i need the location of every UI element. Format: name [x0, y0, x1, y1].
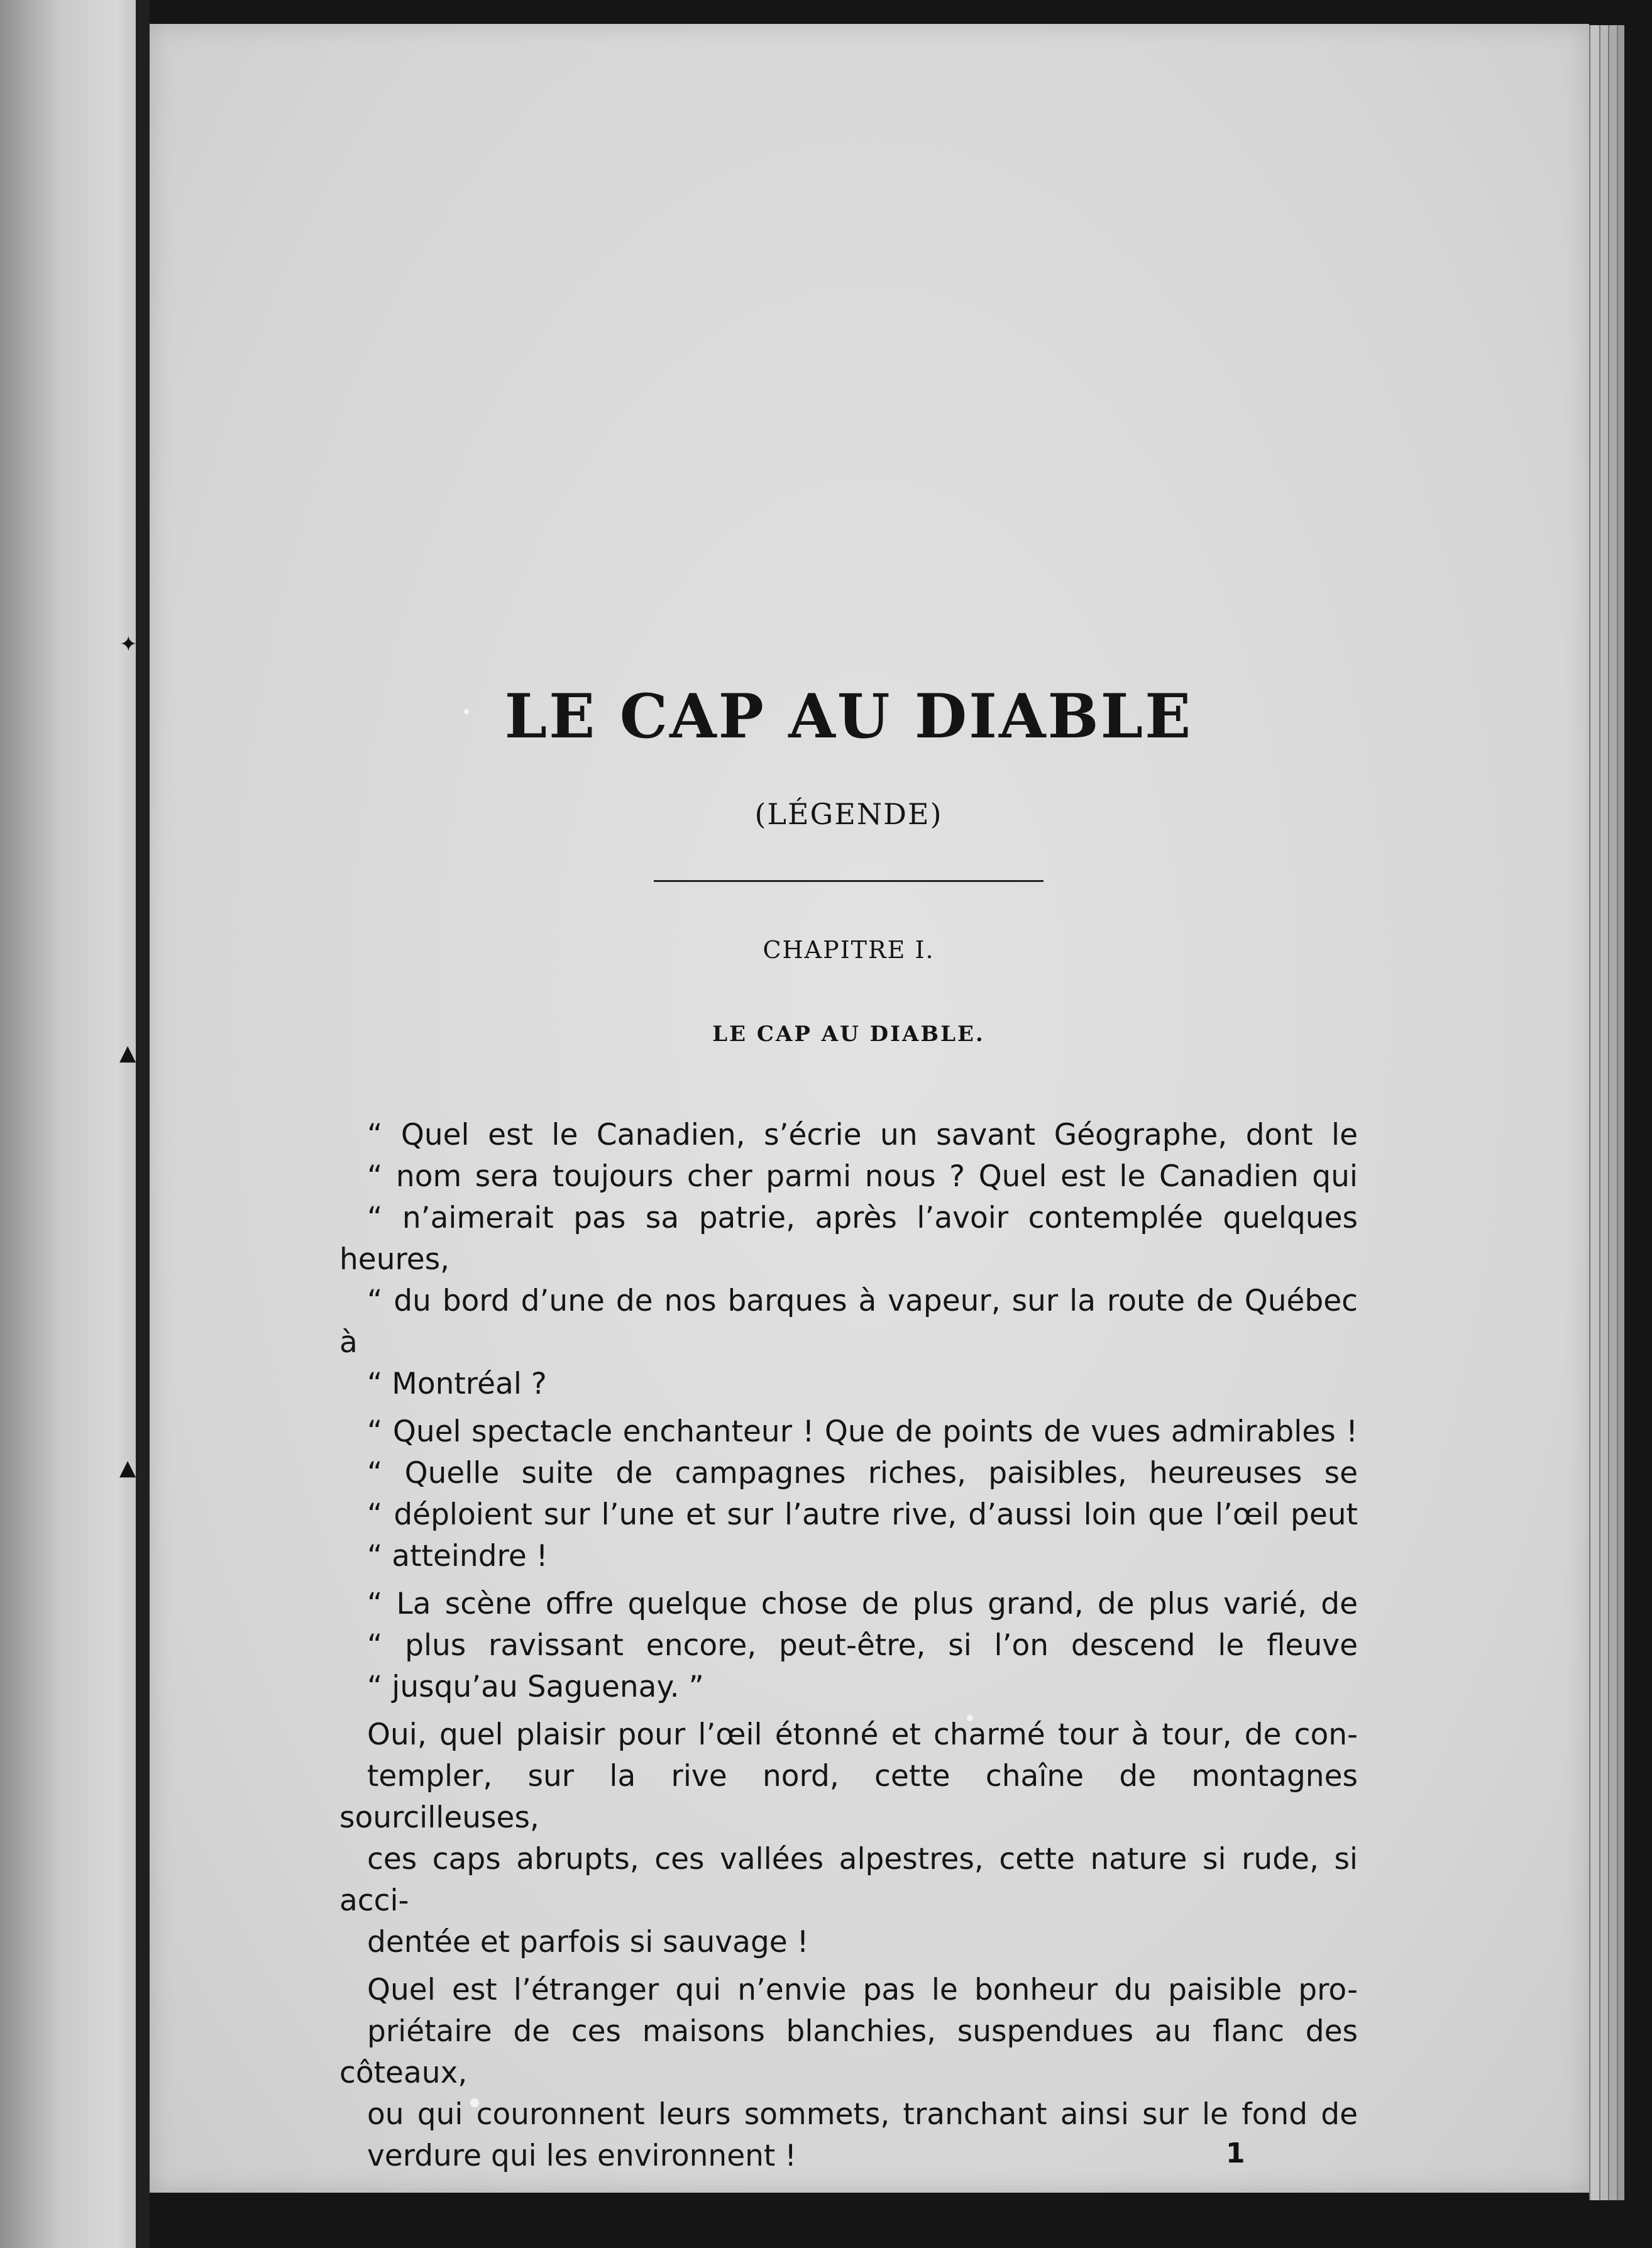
page-content: [339, 679, 1358, 2183]
book-spine: [136, 0, 150, 2248]
text-line: “ atteindre !: [367, 1539, 548, 1573]
text-line: “ jusqu’au Saguenay. ”: [367, 1670, 704, 1704]
page-title: LE CAP AU DIABLE: [504, 681, 1193, 752]
paragraph: [339, 1714, 1358, 1963]
text-line: “ Montréal ?: [367, 1367, 547, 1401]
spine-mark-icon: ▲: [119, 1040, 136, 1066]
title-divider: [654, 880, 1044, 882]
text-line: “ Quel est le Canadien, s’écrie un savant Géographe, dont le: [367, 1118, 1358, 1152]
text-line: verdure qui les environnent !: [367, 2139, 797, 2173]
page-stack-edge: [1589, 25, 1599, 2200]
text-line: templer, sur la rive nord, cette chaîne de montagnes sourcilleuses,: [339, 1759, 1358, 1835]
page-stack-edge: [1608, 25, 1617, 2200]
spine-mark-icon: ▲: [119, 1455, 136, 1480]
text-line: “ nom sera toujours cher parmi nous ? Quel est le Canadien qui: [367, 1159, 1358, 1194]
previous-page-edge: [0, 0, 146, 2248]
text-line: “ du bord d’une de nos barques à vapeur, sur la route de Québec à: [339, 1284, 1358, 1360]
text-line: priétaire de ces maisons blanchies, suspendues au flanc des côteaux,: [339, 2014, 1358, 2090]
text-line: ces caps abrupts, ces vallées alpestres, cette nature si rude, si acci-: [339, 1842, 1358, 1918]
paragraph: [339, 1115, 1358, 1405]
paragraph: [339, 1584, 1358, 1708]
text-line: “ La scène offre quelque chose de plus grand, de plus varié, de: [367, 1587, 1358, 1621]
text-line: “ Quelle suite de campagnes riches, paisibles, heureuses se: [367, 1456, 1358, 1490]
body-text: [339, 1115, 1358, 2177]
section-heading: LE CAP AU DIABLE.: [712, 1022, 985, 1047]
text-line: ou qui couronnent leurs sommets, tranchant ainsi sur le fond de: [367, 2097, 1358, 2132]
text-line: “ déploient sur l’une et sur l’autre rive, d’aussi loin que l’œil peut: [367, 1497, 1358, 1532]
paragraph: [339, 1970, 1358, 2177]
text-line: dentée et parfois si sauvage !: [367, 1925, 809, 1959]
text-line: Oui, quel plaisir pour l’œil étonné et charmé tour à tour, de con-: [367, 1717, 1358, 1752]
paragraph: [339, 1411, 1358, 1577]
page-subtitle: (LÉGENDE): [754, 797, 943, 831]
text-line: “ Quel spectacle enchanteur ! Que de points de vues admirables !: [367, 1414, 1358, 1449]
page-number: 1: [1226, 2137, 1245, 2169]
text-line: “ n’aimerait pas sa patrie, après l’avoir contemplée quelques heures,: [339, 1201, 1358, 1277]
page-stack-edge: [1617, 25, 1624, 2200]
spine-mark-icon: ✦: [119, 632, 138, 657]
page-stack-edge: [1599, 25, 1608, 2200]
chapter-heading: CHAPITRE I.: [763, 936, 935, 964]
text-line: “ plus ravissant encore, peut-être, si l’on descend le fleuve: [367, 1628, 1358, 1663]
text-line: Quel est l’étranger qui n’envie pas le bonheur du paisible pro-: [367, 1973, 1358, 2007]
